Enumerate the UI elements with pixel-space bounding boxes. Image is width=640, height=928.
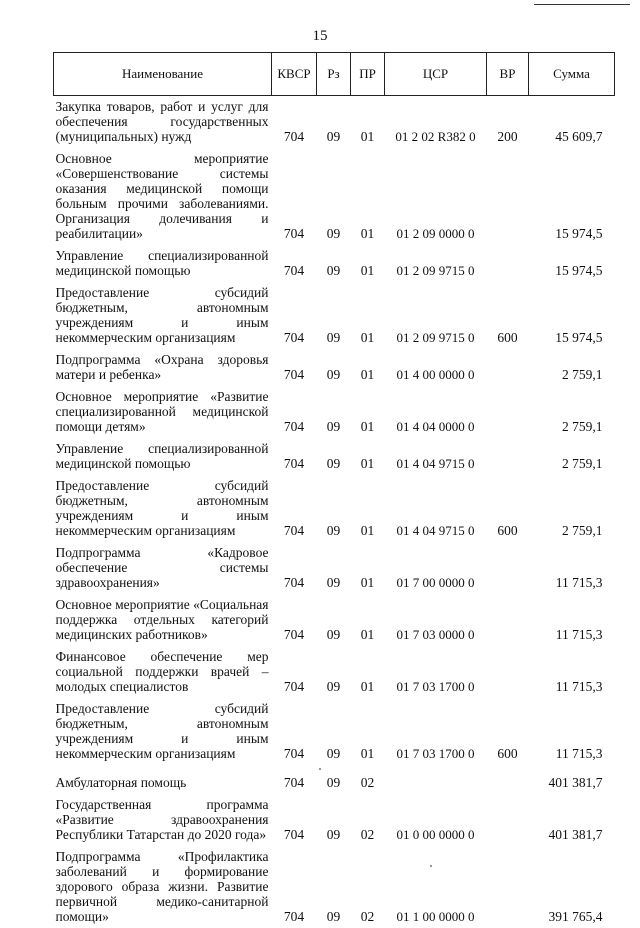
cell-vr [487, 438, 529, 475]
header-vr: ВР [487, 53, 529, 96]
cell-sum: 2 759,1 [529, 386, 615, 438]
cell-name: Подпрограмма «Кадровое обеспечение системы здравоохранения» [54, 542, 272, 594]
table-row [54, 148, 615, 245]
cell-rz: 09 [317, 148, 351, 245]
cell-name: Основное мероприятие «Социальная поддержка отдельных категорий медицинских работников» [54, 594, 272, 646]
cell-pr: 01 [351, 698, 385, 765]
table-row [54, 846, 615, 928]
cell-csr: 01 1 00 0000 0 [385, 846, 487, 928]
cell-pr: 01 [351, 282, 385, 349]
cell-sum: 11 715,3 [529, 646, 615, 698]
cell-vr [487, 646, 529, 698]
budget-table [53, 52, 615, 928]
cell-rz: 09 [317, 646, 351, 698]
table-row [54, 542, 615, 594]
table-row [54, 438, 615, 475]
cell-rz: 09 [317, 846, 351, 928]
cell-pr: 02 [351, 846, 385, 928]
top-rule [534, 4, 630, 5]
cell-kvsr: 704 [272, 475, 317, 542]
cell-vr: 600 [487, 475, 529, 542]
cell-pr: 01 [351, 542, 385, 594]
header-pr: ПР [351, 53, 385, 96]
cell-csr [385, 765, 487, 794]
cell-sum: 11 715,3 [529, 542, 615, 594]
scan-speck [430, 865, 432, 867]
cell-vr [487, 542, 529, 594]
cell-rz: 09 [317, 245, 351, 282]
cell-vr: 200 [487, 96, 529, 149]
cell-rz: 09 [317, 698, 351, 765]
table-row [54, 96, 615, 149]
scan-speck [319, 768, 321, 770]
cell-rz: 09 [317, 438, 351, 475]
table-row [54, 282, 615, 349]
cell-kvsr: 704 [272, 594, 317, 646]
cell-vr [487, 245, 529, 282]
cell-rz: 09 [317, 542, 351, 594]
table-row [54, 386, 615, 438]
cell-rz: 09 [317, 594, 351, 646]
cell-kvsr: 704 [272, 386, 317, 438]
cell-name: Предоставление субсидий бюджетным, автономным учреждениям и иным некоммерческим организациям [54, 698, 272, 765]
cell-rz: 09 [317, 349, 351, 386]
cell-csr: 01 4 00 0000 0 [385, 349, 487, 386]
cell-name: Финансовое обеспечение мер социальной поддержки врачей – молодых специалистов [54, 646, 272, 698]
cell-vr [487, 594, 529, 646]
cell-sum: 11 715,3 [529, 594, 615, 646]
cell-sum: 401 381,7 [529, 794, 615, 846]
cell-vr [487, 846, 529, 928]
cell-csr: 01 4 04 9715 0 [385, 438, 487, 475]
cell-name: Закупка товаров, работ и услуг для обеспечения государственных (муниципальных) нужд [54, 96, 272, 149]
cell-pr: 02 [351, 794, 385, 846]
cell-rz: 09 [317, 475, 351, 542]
table-row [54, 245, 615, 282]
cell-pr: 01 [351, 594, 385, 646]
cell-csr: 01 2 09 9715 0 [385, 245, 487, 282]
cell-name: Управление специализированной медицинской помощью [54, 438, 272, 475]
cell-sum: 15 974,5 [529, 282, 615, 349]
cell-pr: 01 [351, 475, 385, 542]
cell-csr: 01 4 04 0000 0 [385, 386, 487, 438]
cell-rz: 09 [317, 282, 351, 349]
cell-kvsr: 704 [272, 96, 317, 149]
header-sum: Сумма [529, 53, 615, 96]
cell-rz: 09 [317, 386, 351, 438]
header-rz: Рз [317, 53, 351, 96]
cell-csr: 01 2 09 0000 0 [385, 148, 487, 245]
cell-rz: 09 [317, 765, 351, 794]
cell-vr [487, 765, 529, 794]
cell-kvsr: 704 [272, 765, 317, 794]
cell-kvsr: 704 [272, 245, 317, 282]
cell-vr [487, 386, 529, 438]
cell-rz: 09 [317, 96, 351, 149]
cell-name: Управление специализированной медицинской помощью [54, 245, 272, 282]
cell-name: Амбулаторная помощь [54, 765, 272, 794]
cell-name: Основное мероприятие «Развитие специализированной медицинской помощи детям» [54, 386, 272, 438]
cell-pr: 01 [351, 386, 385, 438]
cell-vr [487, 148, 529, 245]
table-row [54, 794, 615, 846]
cell-pr: 01 [351, 148, 385, 245]
cell-kvsr: 704 [272, 846, 317, 928]
table-row [54, 594, 615, 646]
cell-rz: 09 [317, 794, 351, 846]
header-kvsr: КВСР [272, 53, 317, 96]
cell-pr: 01 [351, 438, 385, 475]
cell-sum: 15 974,5 [529, 245, 615, 282]
cell-kvsr: 704 [272, 282, 317, 349]
cell-pr: 01 [351, 245, 385, 282]
cell-pr: 01 [351, 349, 385, 386]
cell-kvsr: 704 [272, 794, 317, 846]
table-row [54, 646, 615, 698]
cell-vr: 600 [487, 698, 529, 765]
page-number: 15 [0, 28, 640, 45]
table-header [54, 53, 615, 96]
table-body [54, 96, 615, 928]
cell-name: Предоставление субсидий бюджетным, автономным учреждениям и иным некоммерческим организациям [54, 475, 272, 542]
cell-kvsr: 704 [272, 542, 317, 594]
cell-sum: 45 609,7 [529, 96, 615, 149]
cell-csr: 01 0 00 0000 0 [385, 794, 487, 846]
cell-pr: 02 [351, 765, 385, 794]
cell-sum: 11 715,3 [529, 698, 615, 765]
cell-vr: 600 [487, 282, 529, 349]
cell-sum: 401 381,7 [529, 765, 615, 794]
cell-vr [487, 794, 529, 846]
cell-kvsr: 704 [272, 349, 317, 386]
cell-kvsr: 704 [272, 148, 317, 245]
cell-sum: 391 765,4 [529, 846, 615, 928]
cell-csr: 01 4 04 9715 0 [385, 475, 487, 542]
cell-kvsr: 704 [272, 698, 317, 765]
cell-sum: 2 759,1 [529, 438, 615, 475]
cell-pr: 01 [351, 646, 385, 698]
table-row [54, 475, 615, 542]
cell-name: Предоставление субсидий бюджетным, автономным учреждениям и иным некоммерческим организациям [54, 282, 272, 349]
cell-kvsr: 704 [272, 646, 317, 698]
cell-sum: 2 759,1 [529, 349, 615, 386]
cell-name: Основное мероприятие «Совершенствование системы оказания медицинской помощи больным прочими заболеваниями. Организация долечивания и реабилитации» [54, 148, 272, 245]
header-csr: ЦСР [385, 53, 487, 96]
cell-vr [487, 349, 529, 386]
cell-csr: 01 7 00 0000 0 [385, 542, 487, 594]
cell-name: Государственная программа «Развитие здравоохранения Республики Татарстан до 2020 года» [54, 794, 272, 846]
table-row [54, 698, 615, 765]
cell-name: Подпрограмма «Профилактика заболеваний и формирование здорового образа жизни. Развитие первичной медико-санитарной помощи» [54, 846, 272, 928]
cell-pr: 01 [351, 96, 385, 149]
cell-csr: 01 7 03 1700 0 [385, 646, 487, 698]
cell-csr: 01 7 03 1700 0 [385, 698, 487, 765]
table-row [54, 349, 615, 386]
cell-csr: 01 2 09 9715 0 [385, 282, 487, 349]
cell-csr: 01 7 03 0000 0 [385, 594, 487, 646]
cell-kvsr: 704 [272, 438, 317, 475]
cell-name: Подпрограмма «Охрана здоровья матери и ребенка» [54, 349, 272, 386]
cell-sum: 2 759,1 [529, 475, 615, 542]
cell-csr: 01 2 02 R382 0 [385, 96, 487, 149]
header-name: Наименование [54, 53, 272, 96]
table-row [54, 765, 615, 794]
cell-sum: 15 974,5 [529, 148, 615, 245]
